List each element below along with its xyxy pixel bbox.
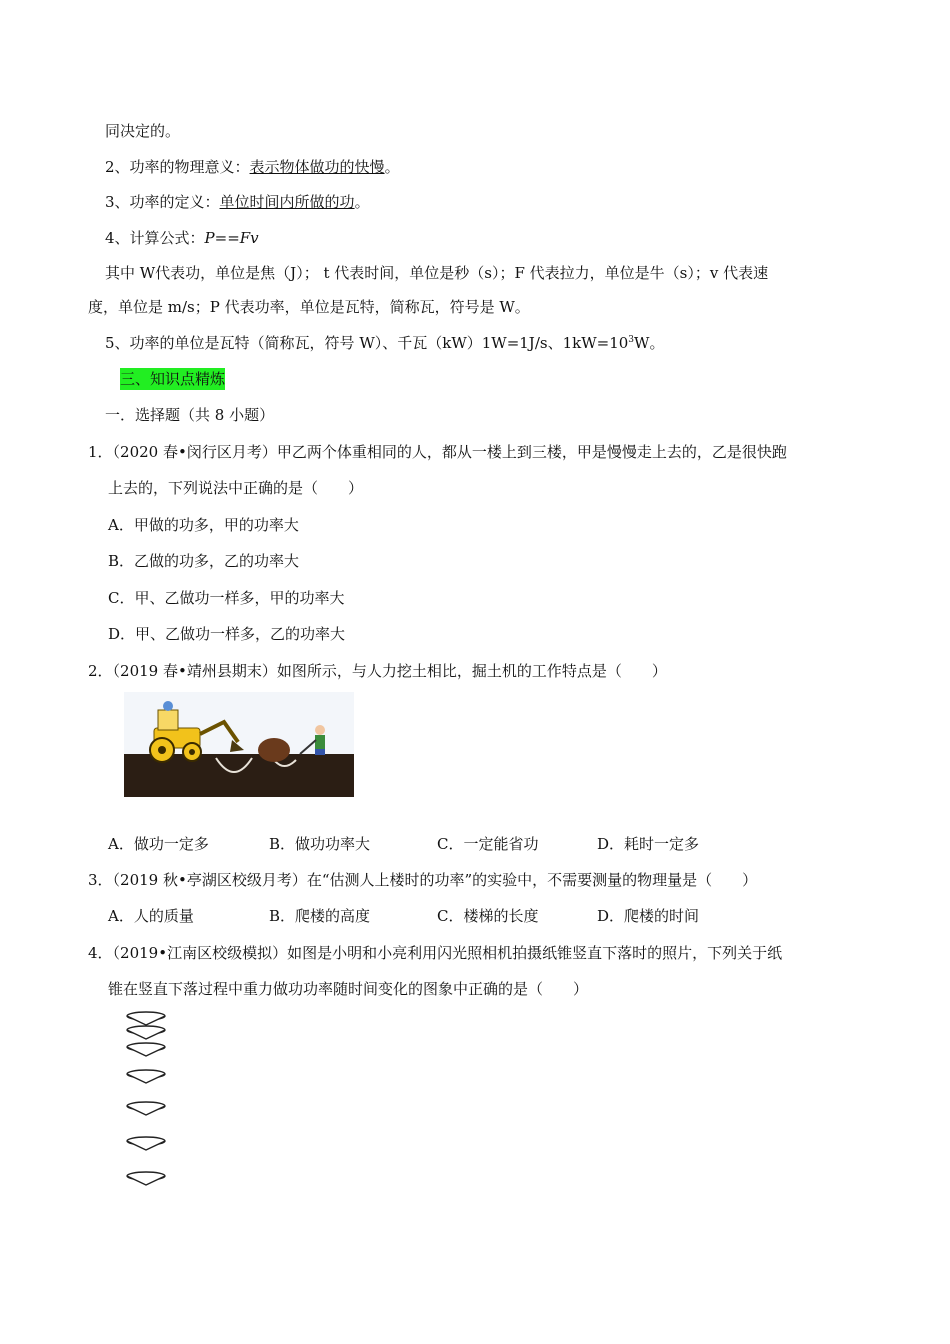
excavator-illustration bbox=[124, 692, 354, 797]
paper-cone-6 bbox=[127, 1137, 165, 1150]
point-4-prefix: 4、计算公式： bbox=[105, 229, 205, 247]
question-3-option-c[interactable]: C．楼梯的长度 bbox=[437, 907, 539, 925]
question-3-option-a[interactable]: A．人的质量 bbox=[108, 907, 194, 925]
power-formula: P==Fv bbox=[204, 229, 259, 247]
point-2 bbox=[105, 157, 400, 177]
text-continuation: 同决定的。 bbox=[105, 122, 181, 140]
question-1-stem-line1: 1．（2020 春•闵行区月考）甲乙两个体重相同的人，都从一楼上到三楼，甲是慢慢走上去的，乙是很快跑 bbox=[88, 443, 787, 461]
question-4-stem-line2: 锥在竖直下落过程中重力做功功率随时间变化的图象中正确的是（ ） bbox=[108, 980, 589, 998]
question-1-option-c[interactable]: C．甲、乙做功一样多，甲的功率大 bbox=[108, 589, 345, 607]
point-3-prefix: 3、功率的定义： bbox=[105, 193, 220, 211]
question-1-stem-line2: 上去的，下列说法中正确的是（ ） bbox=[108, 479, 364, 497]
point-3-suffix: 。 bbox=[354, 193, 370, 211]
point-3-underlined: 单位时间内所做的功 bbox=[219, 193, 355, 211]
paper-cone-7 bbox=[127, 1172, 165, 1185]
paper-cone-2 bbox=[127, 1026, 165, 1039]
point-2-underlined: 表示物体做功的快慢 bbox=[249, 158, 385, 176]
point-5-tail: W。 bbox=[634, 334, 665, 352]
question-2-option-b[interactable]: B．做功功率大 bbox=[269, 835, 371, 853]
question-2-stem: 2．（2019 春•靖州县期末）如图所示，与人力挖土相比，掘土机的工作特点是（ ） bbox=[88, 662, 667, 680]
question-4-stem-line1: 4．（2019•江南区校级模拟）如图是小明和小亮利用闪光照相机拍摄纸锥竖直下落时的照片，下列关于纸 bbox=[88, 944, 783, 962]
question-2-option-a[interactable]: A．做功一定多 bbox=[108, 835, 209, 853]
point-2-suffix: 。 bbox=[384, 158, 400, 176]
part-title: 一．选择题（共 8 小题） bbox=[105, 406, 275, 424]
point-4-explanation-line1: 其中 W代表功，单位是焦（J）； t 代表时间，单位是秒（s）；F 代表拉力，单位是牛（s）；v 代表速 bbox=[105, 264, 769, 282]
question-3-option-d[interactable]: D．爬楼的时间 bbox=[597, 907, 700, 925]
point-3 bbox=[105, 192, 370, 212]
paper-cone-3 bbox=[127, 1043, 165, 1056]
paper-cone-5 bbox=[127, 1102, 165, 1115]
section-title-highlight: 三、知识点精炼 bbox=[120, 370, 226, 388]
question-2-option-c[interactable]: C．一定能省功 bbox=[437, 835, 539, 853]
question-1-option-a[interactable]: A．甲做的功多，甲的功率大 bbox=[108, 516, 299, 534]
point-5 bbox=[105, 333, 664, 353]
point-5-exponent: 3 bbox=[628, 335, 635, 345]
paper-cone-1 bbox=[127, 1012, 165, 1025]
question-3-stem: 3．（2019 秋•亭湖区校级月考）在“估测人上楼时的功率”的实验中，不需要测量的物理量是（ ） bbox=[88, 871, 758, 889]
question-2-option-d[interactable]: D．耗时一定多 bbox=[597, 835, 700, 853]
point-5-text: 5、功率的单位是瓦特（简称瓦，符号 W）、千瓦（kW）1W=1J/s、1kW=10 bbox=[105, 334, 629, 352]
question-1-option-b[interactable]: B．乙做的功多，乙的功率大 bbox=[108, 552, 300, 570]
question-3-option-b[interactable]: B．爬楼的高度 bbox=[269, 907, 371, 925]
point-4 bbox=[105, 228, 259, 248]
point-2-prefix: 2、功率的物理意义： bbox=[105, 158, 250, 176]
falling-paper-cone-strobe-photo bbox=[122, 1010, 174, 1192]
section-title bbox=[120, 369, 225, 389]
question-1-option-d[interactable]: D．甲、乙做功一样多，乙的功率大 bbox=[108, 625, 346, 643]
paper-cone-4 bbox=[127, 1070, 165, 1083]
dirt-pile bbox=[258, 738, 290, 762]
point-4-explanation-line2: 度，单位是 m/s；P 代表功率，单位是瓦特，简称瓦，符号是 W。 bbox=[88, 298, 530, 316]
